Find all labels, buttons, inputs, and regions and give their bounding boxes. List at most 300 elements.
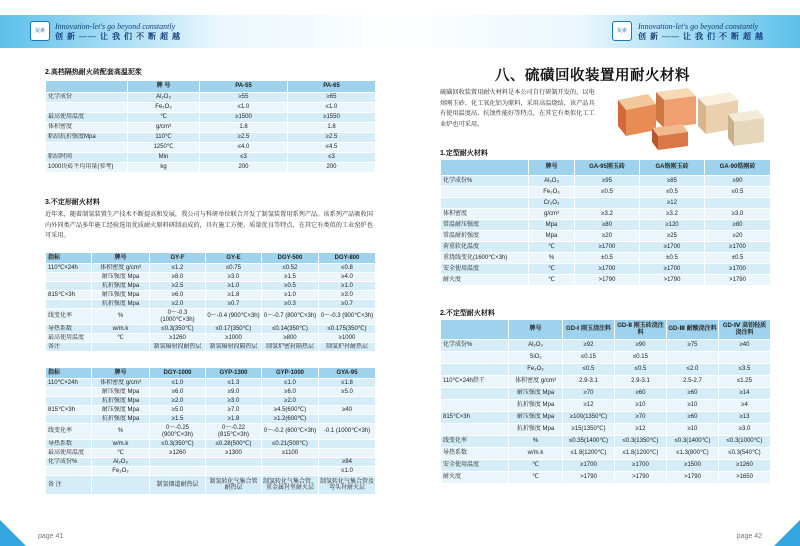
hydrogen-monolithic-table-1 (45, 252, 376, 352)
table-cell: Fe₂O₃ (128, 103, 200, 113)
table-header-row (441, 160, 771, 176)
table-cell: 0～-0.22 (815℃×3h) (206, 424, 262, 440)
table-cell: 耐火度 (441, 275, 529, 286)
table-row (441, 264, 771, 275)
table-cell: 抗折强度 Mpa (92, 397, 150, 406)
table-cell: ≤3.5 (719, 364, 771, 376)
table-cell: 0～-0.25 (900℃×3h) (150, 424, 206, 440)
brick-2 (656, 88, 696, 128)
table-cell: ≥3.0 (206, 273, 262, 282)
table-cell: 最高使用温度 (46, 334, 92, 343)
table-cell: ℃ (128, 113, 200, 123)
section-title-unshaped: 2.不定型耐火材料 (440, 310, 495, 317)
table-cell: ≥55 (200, 93, 288, 103)
header-cell: GYP-1000 (262, 368, 319, 379)
header-cell: GA铬刚玉砖 (640, 160, 705, 176)
table-cell (441, 364, 509, 376)
table-cell: ≥6.0 (150, 291, 206, 300)
table-cell: ℃ (529, 275, 575, 286)
table-row (441, 187, 771, 198)
table-cell: 200 (288, 163, 376, 173)
table-row (441, 448, 771, 460)
table-cell: 最高使用温度 (46, 113, 128, 123)
table-row (441, 388, 771, 400)
table-cell: 化学成份 (46, 93, 128, 103)
table-row (441, 424, 771, 436)
table-row (46, 379, 376, 388)
table-row (46, 449, 376, 458)
table-cell: 1250℃ (128, 143, 200, 153)
table-cell: ≥1000 (319, 334, 376, 343)
table-cell: 0～-0.4 (900℃×3h) (206, 309, 262, 325)
table-row (46, 424, 376, 440)
table-cell: 粘结时间 (46, 153, 128, 163)
table-header-row (46, 253, 376, 264)
table-cell: 0～-0.3 (900℃×3h) (319, 309, 376, 325)
table-cell: 抗折强度 Mpa (92, 300, 150, 309)
table-cell: 安全使用温度 (441, 460, 509, 472)
table-cell: ℃ (509, 460, 563, 472)
table-cell: ≤0.5 (563, 364, 615, 376)
hydrogen-monolithic-table-2 (45, 367, 376, 495)
section-title-monolithic: 3.不定形耐火材料 (45, 199, 100, 206)
table-row (441, 242, 771, 253)
table-cell: 安全使用温度 (441, 264, 529, 275)
table-cell: ≥3.0 (705, 209, 771, 220)
table-cell (150, 458, 206, 467)
table-cell: Fe₂O₃ (92, 467, 150, 476)
table-cell: 110℃×24h (46, 379, 92, 388)
table-cell: Al₂O₃ (92, 458, 150, 467)
page-number-left: page 41 (38, 533, 64, 540)
table-cell: g/cm³ (529, 209, 575, 220)
table-row (46, 397, 376, 406)
header-cell: 指标 (46, 253, 92, 264)
table-cell: >1790 (667, 472, 719, 484)
table-cell: 制氢辐射段耐热层 (150, 343, 206, 352)
table-cell (441, 352, 509, 364)
table-cell: ≥0.7 (319, 300, 376, 309)
table-row (46, 153, 376, 163)
table-cell: ≥70 (615, 412, 667, 424)
table-cell: ≥1000 (206, 334, 262, 343)
table-row (46, 440, 376, 449)
table-cell: ≥1700 (705, 264, 771, 275)
table-cell (46, 397, 92, 406)
header-cell (441, 320, 509, 340)
unshaped-refractory-table (440, 319, 771, 484)
table-cell: 0～-0.3 (1000℃×3h) (150, 309, 206, 325)
table-cell: 抗折强度 Mpa (509, 424, 563, 436)
table-cell: ≤4.5 (288, 143, 376, 153)
table-cell: 制氢转化气集合管、重金属衬里耐火层 (262, 476, 319, 495)
table-cell: ≤0.75 (206, 264, 262, 273)
table-cell: ≤1.0 (288, 103, 376, 113)
table-cell: ≥92 (563, 340, 615, 352)
table-cell: 815℃×3h (441, 412, 509, 424)
table-cell: ≥1.0 (319, 282, 376, 291)
table-cell: ≥15(1350℃) (563, 424, 615, 436)
header-cell: 牌号 (92, 253, 150, 264)
header-cell: GA-95刚玉砖 (575, 160, 640, 176)
table-cell: ≤3 (288, 153, 376, 163)
section-title-mortar: 2.高档隔热耐火砖配套高温泥浆 (45, 69, 142, 76)
table-cell: 耐压强度 Mpa (509, 412, 563, 424)
table-cell: ≤0.21(500℃) (262, 440, 319, 449)
table-cell: ≤0.3(1400℃) (667, 436, 719, 448)
header-cell: 指标 (46, 368, 92, 379)
table-row (441, 198, 771, 209)
table-cell: 耐压强度 Mpa (92, 388, 150, 397)
table-cell: ≥1.5 (150, 415, 206, 424)
table-cell (705, 198, 771, 209)
table-cell: 备注 (46, 343, 92, 352)
table-cell: >1790 (563, 472, 615, 484)
table-row (441, 400, 771, 412)
table-cell: ≥120 (640, 220, 705, 231)
table-row (46, 334, 376, 343)
table-cell: Fe₂O₃ (529, 187, 575, 198)
table-cell (667, 352, 719, 364)
table-cell: % (509, 436, 563, 448)
table-cell: ≥0.3 (262, 300, 319, 309)
table-cell: 制氢炉衬耐热层 (319, 343, 376, 352)
header-cell: GD-Ⅱ 刚玉砖浇注料 (615, 320, 667, 340)
table-cell: ≥3.0 (206, 397, 262, 406)
table-cell: ≤0.35(1400℃) (563, 436, 615, 448)
table-cell (441, 424, 509, 436)
brick-4 (728, 110, 764, 146)
table-cell: ≥90 (705, 176, 771, 187)
table-cell (46, 273, 92, 282)
table-row (46, 93, 376, 103)
header-cell: 牌 号 (128, 81, 200, 93)
table-cell: 重烧线变化(1600℃×3h) (441, 253, 529, 264)
table-cell: Fe₂O₃ (509, 364, 563, 376)
table-cell: ≥5.0 (319, 388, 376, 397)
sulfur-intro: 硫磺回收装置用耐火材料是本公司自行研制开发的，以电熔刚玉砂、化工氧化铝为原料，采用高温烧结，该产品具有使用温度高、抗蚀性能好等特点，在其它有类似化工工业炉也可采用。 (440, 89, 595, 128)
table-cell: ≤1.0 (319, 467, 376, 476)
table-cell: ≥25 (640, 231, 705, 242)
table-cell: ≥1260 (719, 460, 771, 472)
table-cell: ≥1500 (200, 113, 288, 123)
table-row (441, 352, 771, 364)
monolithic-intro: 近年来，随着制氢装置生产技术不断提高和发展，我公司与科研单位联合开发了制氢装置用系列产品。该系列产品吸收国内外同类产品多年施工经验选用优质耐火原料研制而成的，具有施工方便、质量优良等特点，在其它有类似的工业窑炉也可采用。 (45, 211, 373, 239)
table-cell: ≥1260 (150, 334, 206, 343)
table-cell: 线变化率 (46, 309, 92, 325)
table-row (46, 415, 376, 424)
table-cell: ≥800 (262, 334, 319, 343)
table-cell: 导热系数 (441, 448, 509, 460)
table-cell (92, 343, 150, 352)
table-cell: ≥5.0 (150, 406, 206, 415)
table-row (441, 253, 771, 264)
table-cell: ≥100(1350℃) (563, 412, 615, 424)
table-row (441, 275, 771, 286)
table-cell (441, 388, 509, 400)
table-cell: % (92, 424, 150, 440)
table-cell: ≥60 (667, 388, 719, 400)
table-cell: ℃ (92, 449, 150, 458)
table-cell: ±0.5 (705, 253, 771, 264)
header-cell: DGY-1000 (150, 368, 206, 379)
table-cell: -0.1 (1000℃×3h) (319, 424, 376, 440)
table-cell: ≤0.28(500℃) (206, 440, 262, 449)
table-cell (46, 467, 92, 476)
table-cell: Mpa (529, 231, 575, 242)
table-row (441, 340, 771, 352)
header-cell (441, 160, 529, 176)
table-row (441, 220, 771, 231)
table-cell: ≥12 (563, 400, 615, 412)
table-cell: 制氢炉密封隔热层 (262, 343, 319, 352)
mortar-table (45, 80, 376, 173)
table-cell: 耐压强度 Mpa (509, 388, 563, 400)
table-cell: ≤0.5 (640, 187, 705, 198)
table-cell: ≥1260 (150, 449, 206, 458)
table-cell: ≥20 (705, 231, 771, 242)
table-cell (46, 282, 92, 291)
table-row (46, 113, 376, 123)
table-cell: ≤1.8(1200℃) (563, 448, 615, 460)
table-cell: ≤1.0 (150, 379, 206, 388)
table-cell: ≥1.8 (206, 291, 262, 300)
table-cell: ≤3 (200, 153, 288, 163)
table-cell: ≤0.3(1350℃) (615, 436, 667, 448)
table-cell: 110℃×24h烘干 (441, 376, 509, 388)
table-cell: 1000块砖平均用量(参考) (46, 163, 128, 173)
table-cell: 耐压强度 Mpa (92, 273, 150, 282)
table-row (441, 376, 771, 388)
table-cell: ≤1.8(1200℃) (615, 448, 667, 460)
table-cell: 最高使用温度 (46, 449, 92, 458)
table-cell: ≤0.3(1000℃) (719, 436, 771, 448)
table-cell: ≤0.15 (615, 352, 667, 364)
table-cell: ≤0.8 (319, 264, 376, 273)
table-cell: ≥7.0 (206, 406, 262, 415)
table-cell: ≥2.5 (288, 133, 376, 143)
table-cell: 耐火度 (441, 472, 509, 484)
table-cell: ≥10 (667, 424, 719, 436)
table-row (46, 325, 376, 334)
table-cell (719, 352, 771, 364)
table-cell: Min (128, 153, 200, 163)
table-row (441, 412, 771, 424)
table-cell: ℃ (529, 264, 575, 275)
table-row (46, 467, 376, 476)
table-cell: ≥40 (319, 406, 376, 415)
table-row (46, 343, 376, 352)
slogan-cn: 创 新 —— 让 我 们 不 断 超 越 (55, 32, 181, 41)
table-row (46, 264, 376, 273)
table-row (46, 143, 376, 153)
table-cell: w/m.k (92, 325, 150, 334)
table-row (441, 364, 771, 376)
table-cell: >1790 (615, 472, 667, 484)
table-cell: 导热系数 (46, 440, 92, 449)
table-cell (441, 198, 529, 209)
table-cell: ≥20 (575, 231, 640, 242)
slogan-cn: 创 新 —— 让 我 们 不 断 超 越 (638, 32, 764, 41)
table-cell: 0～-0.7 (800℃×3h) (262, 309, 319, 325)
table-cell: >1790 (705, 275, 771, 286)
table-cell: ≥2.5 (150, 282, 206, 291)
table-cell: Al₂O₃ (128, 93, 200, 103)
table-cell: ≤0.15 (563, 352, 615, 364)
table-cell: ±0.5 (640, 253, 705, 264)
table-cell: ≤0.5 (615, 364, 667, 376)
table-cell: 0～-0.2 (600℃×3h) (262, 424, 319, 440)
table-cell: ≤0.175(350℃) (319, 325, 376, 334)
table-cell: Mpa (529, 220, 575, 231)
table-cell: ≤0.3(540℃) (719, 448, 771, 460)
table-cell (262, 458, 319, 467)
table-cell: ≥75 (667, 340, 719, 352)
table-cell: 化学成份% (441, 340, 509, 352)
table-cell: 耐压强度 Mpa (92, 406, 150, 415)
table-cell: SiO₂ (509, 352, 563, 364)
table-row (46, 273, 376, 282)
table-cell: ≥1700 (640, 242, 705, 253)
table-cell: ≥3.0 (319, 291, 376, 300)
table-cell: ≥80 (705, 220, 771, 231)
table-cell: ≤1.8 (319, 379, 376, 388)
table-cell (441, 187, 529, 198)
table-cell: 体积密度 g/cm³ (92, 379, 150, 388)
table-cell: ≥1700 (575, 242, 640, 253)
table-cell: ±0.5 (575, 253, 640, 264)
header-cell: 牌号 (509, 320, 563, 340)
table-cell: ≥85 (640, 176, 705, 187)
slogan-en: Innovation-let's go beyond constantly (55, 22, 176, 31)
table-cell: ≥1700 (575, 264, 640, 275)
table-cell: 制氢烟道耐热层 (150, 476, 206, 495)
table-cell: ≥4.0 (319, 273, 376, 282)
table-cell (206, 467, 262, 476)
page-number-right: page 42 (736, 533, 762, 540)
header-cell: GY-E (206, 253, 262, 264)
table-cell: >1650 (719, 472, 771, 484)
table-cell: ≤0.5 (575, 187, 640, 198)
header-cell: GD-Ⅳ 高铝轻质浇注料 (719, 320, 771, 340)
table-cell: ≥2.5 (200, 133, 288, 143)
table-cell: 常温耐压强度 (441, 220, 529, 231)
table-cell: 815℃×3h (46, 406, 92, 415)
table-cell: ≥1300 (206, 449, 262, 458)
table-cell: ℃ (509, 472, 563, 484)
header-slogan (55, 22, 181, 42)
table-cell: ℃ (92, 334, 150, 343)
table-cell: ≤1.0 (200, 103, 288, 113)
table-cell: 制氢辐射段隔热层 (206, 343, 262, 352)
table-cell: 抗折强度 Mpa (509, 400, 563, 412)
table-cell: 制氢转化气集合管及弯头衬耐火层 (319, 476, 376, 495)
header-cell: 牌号 (92, 368, 150, 379)
table-cell: ≥2.0 (150, 397, 206, 406)
table-cell: w/m.k (509, 448, 563, 460)
firebrick-photo (612, 84, 766, 152)
table-cell: ≤1.25 (719, 376, 771, 388)
table-cell: % (92, 309, 150, 325)
table-cell: ≥12 (640, 198, 705, 209)
table-cell: 耐压强度 Mpa (92, 291, 150, 300)
table-cell (150, 467, 206, 476)
table-cell: ≥0.5 (262, 282, 319, 291)
table-cell: 200 (200, 163, 288, 173)
table-cell: ≥10 (667, 400, 719, 412)
table-cell: ℃ (529, 242, 575, 253)
table-cell: ≤2.0 (667, 364, 719, 376)
table-cell: 线变化率 (441, 436, 509, 448)
table-cell: % (529, 253, 575, 264)
shaped-refractory-table (440, 159, 771, 286)
table-cell: 体积密度 (46, 123, 128, 133)
table-cell: ≤0.5 (705, 187, 771, 198)
table-cell: ≥3.2 (575, 209, 640, 220)
table-cell: 常温耐折强度 (441, 231, 529, 242)
table-cell: 抗折强度 Mpa (92, 415, 150, 424)
table-cell: 体积密度 g/cm³ (509, 376, 563, 388)
table-row (46, 406, 376, 415)
table-cell: ≤0.17(350℃) (206, 325, 262, 334)
table-cell: 荷重软化温度 (441, 242, 529, 253)
table-row (46, 123, 376, 133)
table-row (46, 300, 376, 309)
company-logo: 炭素 (612, 21, 632, 41)
table-cell (262, 467, 319, 476)
table-cell: 2.5-2.7 (667, 376, 719, 388)
table-header-row (46, 81, 376, 93)
table-cell: ≥40 (719, 340, 771, 352)
table-cell (46, 415, 92, 424)
table-cell: 2.9-3.1 (615, 376, 667, 388)
table-row (441, 209, 771, 220)
table-cell: 110℃ (128, 133, 200, 143)
table-cell: 化学成份% (441, 176, 529, 187)
table-cell: ≥1.5 (262, 273, 319, 282)
table-row (46, 163, 376, 173)
table-cell: ≥10 (615, 400, 667, 412)
table-cell: ≤0.52 (262, 264, 319, 273)
header-cell: 牌号 (529, 160, 575, 176)
table-cell: ≥6.0 (150, 388, 206, 397)
table-cell: ≥4 (719, 400, 771, 412)
table-cell: w/m.k (92, 440, 150, 449)
table-cell: 1.8 (200, 123, 288, 133)
table-cell: ≥90 (615, 340, 667, 352)
table-cell (206, 458, 262, 467)
table-cell: 制氢转化气集合管耐热层 (206, 476, 262, 495)
table-cell: Al₂O₃ (509, 340, 563, 352)
table-cell: 815℃×3h (46, 291, 92, 300)
table-cell: ≥1100 (262, 449, 319, 458)
table-cell: 1.8 (288, 123, 376, 133)
table-row (46, 103, 376, 113)
table-cell: 备 注 (46, 476, 92, 495)
table-cell: Cr₂O₃ (529, 198, 575, 209)
brick-1 (618, 94, 656, 136)
table-cell: ≤0.14(350℃) (262, 325, 319, 334)
table-cell: ≥12 (615, 424, 667, 436)
table-row (441, 436, 771, 448)
table-cell: 线变化率 (46, 424, 92, 440)
table-cell: ≥80 (575, 220, 640, 231)
table-row (46, 388, 376, 397)
header-cell (46, 81, 128, 93)
table-cell: ≤4.0 (200, 143, 288, 153)
table-cell: g/cm³ (128, 123, 200, 133)
table-row (441, 460, 771, 472)
